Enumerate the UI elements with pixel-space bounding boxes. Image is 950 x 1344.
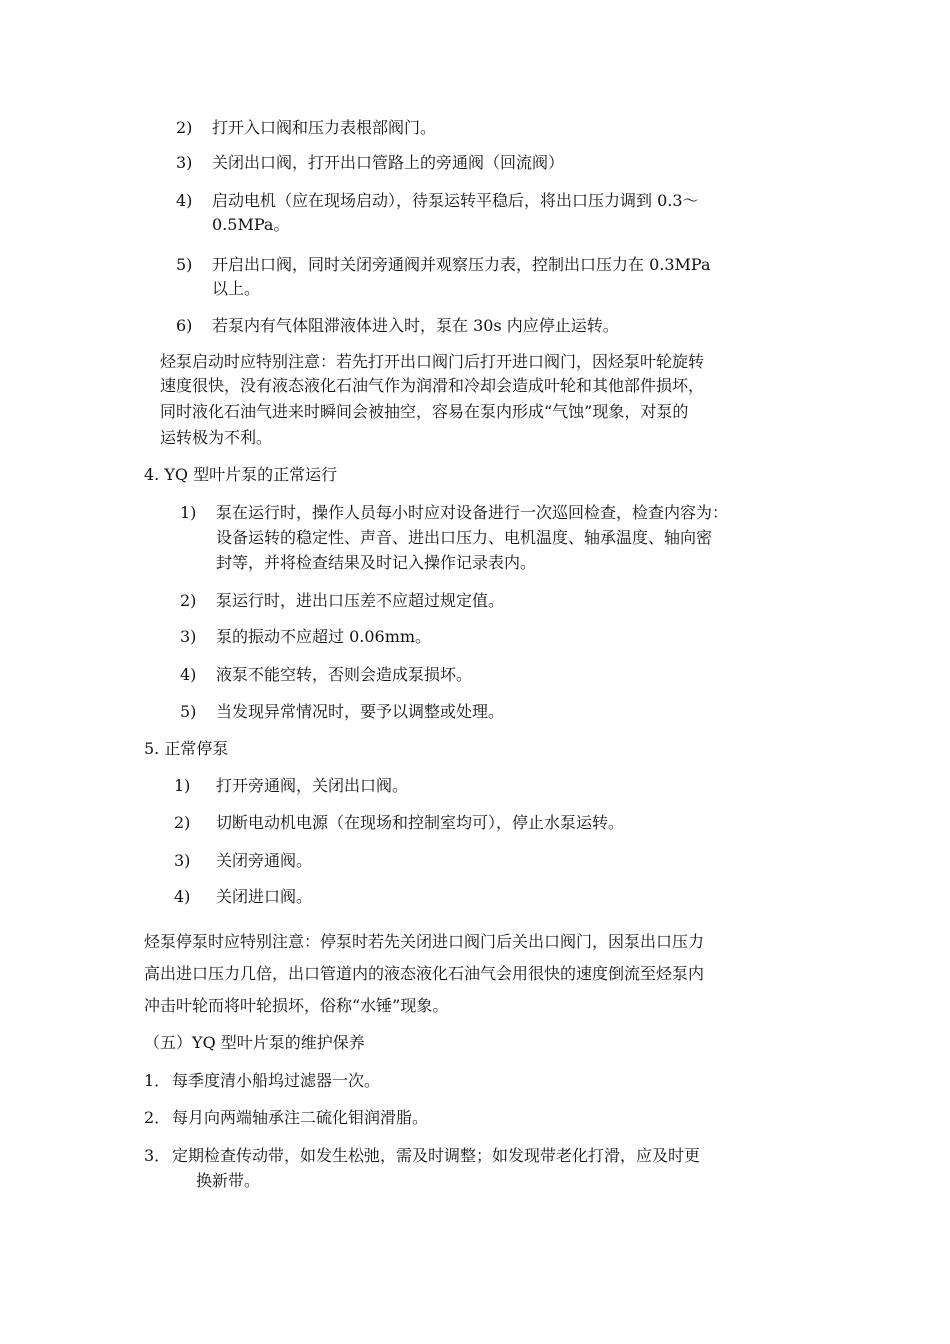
section-heading-normal-operation: 4. YQ 型叶片泵的正常运行 bbox=[144, 465, 338, 484]
note-line: 速度很快，没有液态液化石油气作为润滑和冷却会造成叶轮和其他部件损坏， bbox=[160, 376, 705, 395]
step-number: 6) bbox=[176, 316, 193, 335]
item-number: 3． bbox=[144, 1146, 171, 1165]
item-number: 3) bbox=[180, 627, 197, 646]
item-text: 设备运转的稳定性、声音、进出口压力、电机温度、轴承温度、轴向密 bbox=[216, 528, 713, 547]
item-text: 泵在运行时，操作人员每小时应对设备进行一次巡回检查，检查内容为： bbox=[216, 503, 729, 522]
item-text: 液泵不能空转，否则会造成泵损坏。 bbox=[216, 665, 473, 684]
step-text: 打开入口阀和压力表根部阀门。 bbox=[212, 118, 437, 137]
item-number: 1) bbox=[180, 503, 197, 522]
note-line: 烃泵停泵时应特别注意：停泵时若先关闭进口阀门后关出口阀门，因泵出口压力 bbox=[144, 932, 705, 951]
step-text: 关闭出口阀，打开出口管路上的旁通阀（回流阀） bbox=[212, 153, 565, 172]
item-text: 打开旁通阀，关闭出口阀。 bbox=[216, 776, 409, 795]
step-text: 若泵内有气体阻滞液体进入时，泵在 30s 内应停止运转。 bbox=[212, 316, 619, 335]
item-text: 换新带。 bbox=[196, 1171, 261, 1190]
item-number: 4) bbox=[174, 887, 191, 906]
step-number: 2) bbox=[176, 118, 193, 137]
item-text: 定期检查传动带，如发生松弛，需及时调整；如发现带老化打滑，应及时更 bbox=[172, 1146, 701, 1165]
note-line: 高出进口压力几倍，出口管道内的液态液化石油气会用很快的速度倒流至烃泵内 bbox=[144, 964, 705, 983]
step-text: 以上。 bbox=[212, 279, 261, 298]
item-text: 关闭旁通阀。 bbox=[216, 851, 313, 870]
section-heading-maintenance: （五）YQ 型叶片泵的维护保养 bbox=[144, 1033, 365, 1052]
item-text: 封等，并将检查结果及时记入操作记录表内。 bbox=[216, 553, 537, 572]
item-number: 2) bbox=[174, 813, 191, 832]
item-number: 5) bbox=[180, 702, 197, 721]
note-line: 烃泵启动时应特别注意：若先打开出口阀门后打开进口阀门，因烃泵叶轮旋转 bbox=[160, 352, 705, 371]
item-text: 每月向两端轴承注二硫化钼润滑脂。 bbox=[172, 1108, 429, 1127]
section-heading-normal-stop: 5. 正常停泵 bbox=[144, 739, 229, 758]
step-text: 0.5MPa。 bbox=[212, 215, 290, 234]
item-number: 2) bbox=[180, 591, 197, 610]
item-text: 泵运行时，进出口压差不应超过规定值。 bbox=[216, 591, 505, 610]
step-number: 4) bbox=[176, 191, 193, 210]
step-text: 开启出口阀，同时关闭旁通阀并观察压力表，控制出口压力在 0.3MPa bbox=[212, 255, 711, 274]
step-number: 3) bbox=[176, 153, 193, 172]
item-number: 4) bbox=[180, 665, 197, 684]
item-text: 切断电动机电源（在现场和控制室均可），停止水泵运转。 bbox=[216, 813, 625, 832]
item-number: 2． bbox=[144, 1108, 171, 1127]
item-text: 泵的振动不应超过 0.06mm。 bbox=[216, 627, 432, 646]
step-text: 启动电机（应在现场启动），待泵运转平稳后，将出口压力调到 0.3～ bbox=[212, 191, 699, 210]
item-text: 当发现异常情况时，要予以调整或处理。 bbox=[216, 702, 505, 721]
item-text: 关闭进口阀。 bbox=[216, 887, 313, 906]
note-line: 运转极为不利。 bbox=[160, 428, 273, 447]
item-text: 每季度清小船坞过滤器一次。 bbox=[172, 1071, 381, 1090]
item-number: 3) bbox=[174, 851, 191, 870]
note-line: 同时液化石油气进来时瞬间会被抽空，容易在泵内形成“气蚀”现象，对泵的 bbox=[160, 402, 689, 421]
step-number: 5) bbox=[176, 255, 193, 274]
note-line: 冲击叶轮而将叶轮损坏，俗称“水锤”现象。 bbox=[144, 996, 449, 1015]
item-number: 1． bbox=[144, 1071, 171, 1090]
item-number: 1) bbox=[174, 776, 191, 795]
